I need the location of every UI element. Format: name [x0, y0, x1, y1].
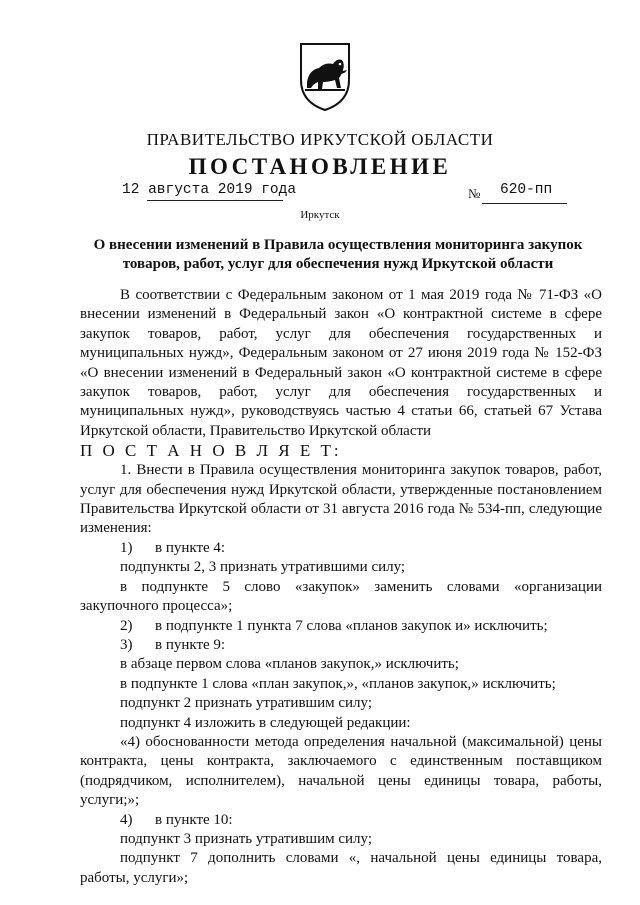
- document-number: 620-пп: [500, 182, 553, 198]
- document-body: [80, 286, 602, 888]
- city-name: Иркутск: [300, 209, 340, 221]
- document-type: ПОСТАНОВЛЕНИЕ: [188, 154, 452, 179]
- government-name: ПРАВИТЕЛЬСТВО ИРКУТСКОЙ ОБЛАСТИ: [146, 130, 494, 149]
- subitem-1b: в подпункте 5 слово «закупок» заменить словами «организации закупочного процесса»;: [80, 578, 602, 615]
- number-sign: №: [468, 186, 481, 201]
- subitem-4b: подпункт 7 дополнить словами «, начальной цены единицы товара, работы, услуги»;: [80, 850, 602, 886]
- document-date: 12 августа 2019 года: [122, 182, 297, 198]
- item-1: 1. Внести в Правила осуществления мониторинга закупок товаров, работ, услуг для обеспечения нужд Иркутской области, утвержденные постановлением Правительства Иркутской области от 31 августа 2016 года № 534-пп, следующие изменения:: [80, 462, 602, 537]
- irkutsk-coat-of-arms-icon: [295, 40, 355, 112]
- subitem-4: 4) в пункте 10:: [120, 811, 233, 828]
- number-underline: [482, 203, 567, 204]
- subitem-1a: подпункты 2, 3 признать утратившими силу;: [120, 559, 406, 576]
- subitem-2: 2) в подпункте 1 пункта 7 слова «планов закупок и» исключить;: [120, 617, 548, 634]
- coat-of-arms: [295, 40, 355, 112]
- date-underline: [147, 200, 283, 201]
- subitem-3d: подпункт 4 изложить в следующей редакции:: [120, 714, 411, 731]
- subitem-3b: в подпункте 1 слова «план закупок,», «планов закупок,» исключить;: [120, 675, 556, 692]
- decree-word: П О С Т А Н О В Л Я Е Т:: [80, 441, 342, 461]
- preamble: В соответствии с Федеральным законом от 1 мая 2019 года № 71-ФЗ «О внесении изменений в Федеральный закон «О контрактной системе в сфере закупок товаров, работ, услуг для обеспечения государственных и муниципальных нужд», Федеральным законом от 27 июня 2019 года № 152-ФЗ «О внесении изменений в Федеральный закон «О контрактной системе в сфере закупок товаров, работ, услуг для обеспечения государственных и муниципальных нужд», руководствуясь частью 4 статьи 66, статьей 67 Устава Иркутской области, Правительство Иркутской области: [80, 287, 602, 439]
- subitem-4a: подпункт 3 признать утратившим силу;: [120, 830, 372, 847]
- subitem-1: 1) в пункте 4:: [120, 539, 226, 556]
- subitem-3a: в абзаце первом слова «планов закупок,» исключить;: [120, 656, 459, 673]
- subitem-3: 3) в пункте 9:: [120, 636, 226, 653]
- subitem-3c: подпункт 2 признать утратившим силу;: [120, 695, 372, 712]
- document-heading: О внесении изменений в Правила осуществления мониторинга закупок товаров, работ, услуг для обеспечения нужд Иркутской области: [93, 237, 583, 272]
- subitem-3e: «4) обоснованности метода определения начальной (максимальной) цены контракта, цены контракта, заключаемого с единственным поставщиком (подрядчиком, исполнителем), начальной цены единицы товара, работы, услуги;»;: [80, 733, 602, 809]
